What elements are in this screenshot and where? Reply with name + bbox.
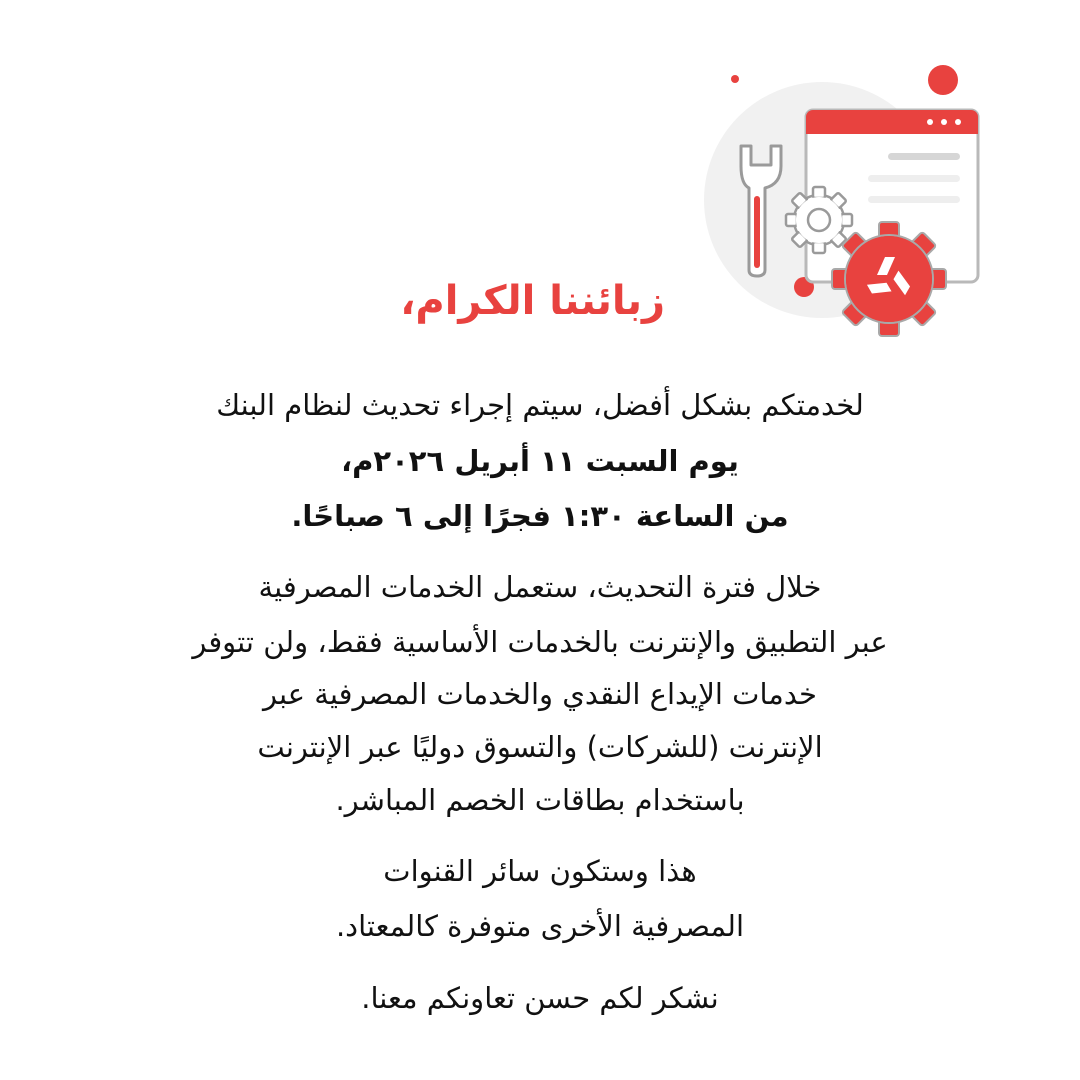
other-channels-line-1: هذا وستكون سائر القنوات	[383, 854, 697, 888]
during-update-line-5: باستخدام بطاقات الخصم المباشر.	[335, 783, 745, 817]
announcement-time: من الساعة ١:٣٠ فجرًا إلى ٦ صباحًا.	[291, 499, 789, 533]
during-update-line-1: خلال فترة التحديث، ستعمل الخدمات المصرفية	[258, 570, 822, 604]
decor-dot-small	[731, 75, 739, 83]
thanks-line: نشكر لكم حسن تعاونكم معنا.	[361, 981, 719, 1015]
bank-logo-gear-icon	[832, 222, 946, 336]
gear-icon	[786, 187, 852, 253]
other-channels-line-2: المصرفية الأخرى متوفرة كالمعتاد.	[335, 909, 745, 943]
announcement-date: يوم السبت ١١ أبريل ٢٠٢٦م،	[341, 444, 739, 478]
during-update-line-3: خدمات الإيداع النقدي والخدمات المصرفية عبر	[263, 677, 817, 711]
announcement-intro: لخدمتكم بشكل أفضل، سيتم إجراء تحديث لنظام البنك	[216, 388, 864, 422]
during-update-line-2: عبر التطبيق والإنترنت بالخدمات الأساسية فقط، ولن تتوفر	[192, 625, 888, 659]
maintenance-illustration	[700, 60, 1000, 350]
decor-dot-large	[928, 65, 958, 95]
during-update-line-4: الإنترنت (للشركات) والتسوق دوليًا عبر الإنترنت	[257, 730, 823, 764]
greeting-heading: زبائننا الكرام،	[400, 278, 665, 324]
